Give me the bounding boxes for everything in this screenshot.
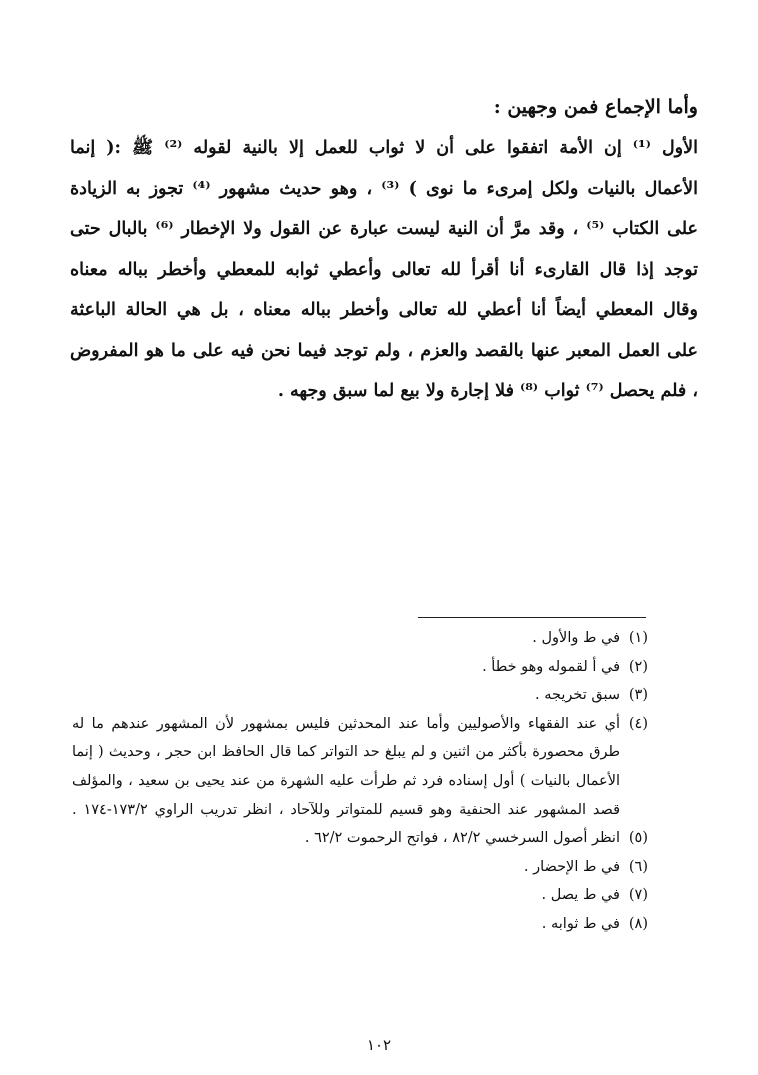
footnote-separator — [418, 617, 646, 618]
footnote-text: في أ لقموله وهو خطأ . — [482, 658, 620, 675]
footnote-text: في ط الإحضار . — [523, 858, 620, 875]
footnote-text: الأعمال بالنيات ) أول إسناده فرد ثم طرأت عليه الشهرة من عند يحيى بن سعيد ، والمؤلف — [72, 772, 620, 789]
body-line: على العمل المعبر عنها بالقصد والعزم ، ولم توجد فيما نحن فيه على ما هو المفروض — [70, 340, 698, 361]
body-line: الأعمال بالنيات ولكل إمرىء ما نوى ) ⁽³⁾ ، وهو حديث مشهور ⁽⁴⁾ تجوز به الزيادة — [70, 178, 699, 199]
body-line: وقال المعطي أيضاً أنا أعطي لله تعالى وأخطر بباله معناه ، بل هي الحالة الباعثة — [70, 300, 698, 320]
footnote — [72, 853, 648, 882]
body-paragraph — [70, 128, 698, 412]
footnote — [72, 624, 648, 653]
footnote — [72, 681, 648, 710]
body-line: الأول ⁽¹⁾ إن الأمة اتفقوا على أن لا ثواب للعمل إلا بالنية لقوله ⁽²⁾ ﷺ :( إنما — [70, 138, 698, 158]
footnote-number: (١) — [628, 630, 648, 646]
footnote-number: (٤) — [628, 715, 648, 732]
footnote-text: قصد المشهور عند الحنفية وهو قسيم للمتواتر وللآحاد ، انظر تدريب الراوي ١٧٣/٢-١٧٤ . — [72, 801, 620, 818]
footnotes — [72, 624, 648, 939]
footnote-text: في ط والأول . — [532, 630, 620, 646]
footnote-number: (٦) — [628, 858, 648, 875]
section-heading: وأما الإجماع فمن وجهين : — [493, 96, 698, 118]
footnote-number: (٥) — [628, 830, 648, 847]
body-line: على الكتاب ⁽⁵⁾ ، وقد مرَّ أن النية ليست عبارة عن القول ولا الإخطار ⁽⁶⁾ بالبال حتى — [70, 219, 699, 239]
footnote-number: (٣) — [628, 687, 648, 704]
footnote — [72, 824, 648, 853]
footnote — [72, 881, 648, 910]
footnote-number: (٨) — [628, 915, 648, 932]
footnote-text: سبق تخريجه . — [534, 687, 620, 704]
footnote-number: (٧) — [628, 887, 648, 904]
page-number: ١٠٢ — [366, 1036, 392, 1054]
body-line: توجد إذا قال القارىء أنا أقرأ لله تعالى وأعطي ثوابه للمعطي وأخطر بباله معناه — [70, 259, 698, 280]
footnote-text: انظر أصول السرخسي ٨٢/٢ ، فواتح الرحموت ٦٢/٢ . — [304, 830, 620, 847]
footnote-number: (٢) — [628, 658, 648, 675]
footnote-continuation — [72, 796, 648, 825]
body-line: ، فلم يحصل ⁽⁷⁾ ثواب ⁽⁸⁾ فلا إجارة ولا بيع لما سبق وجهه . — [277, 381, 698, 401]
footnote — [72, 910, 648, 939]
footnote — [72, 653, 648, 682]
footnote-text: في ط ثوابه . — [541, 915, 620, 932]
footnote-text: في ط يصل . — [541, 887, 620, 904]
footnote-continuation — [72, 767, 648, 796]
main-text — [70, 92, 698, 412]
footnote-text: طرق محصورة بأكثر من اثنين و لم يبلغ حد التواتر كما قال الحافظ ابن حجر ، وحديث ( إنما — [72, 744, 620, 761]
footnote — [72, 710, 648, 739]
footnote-text: أي عند الفقهاء والأصوليين وأما عند المحدثين فليس بمشهور لأن المشهور عندهم ما له — [72, 715, 620, 732]
footnote-continuation — [72, 738, 648, 767]
